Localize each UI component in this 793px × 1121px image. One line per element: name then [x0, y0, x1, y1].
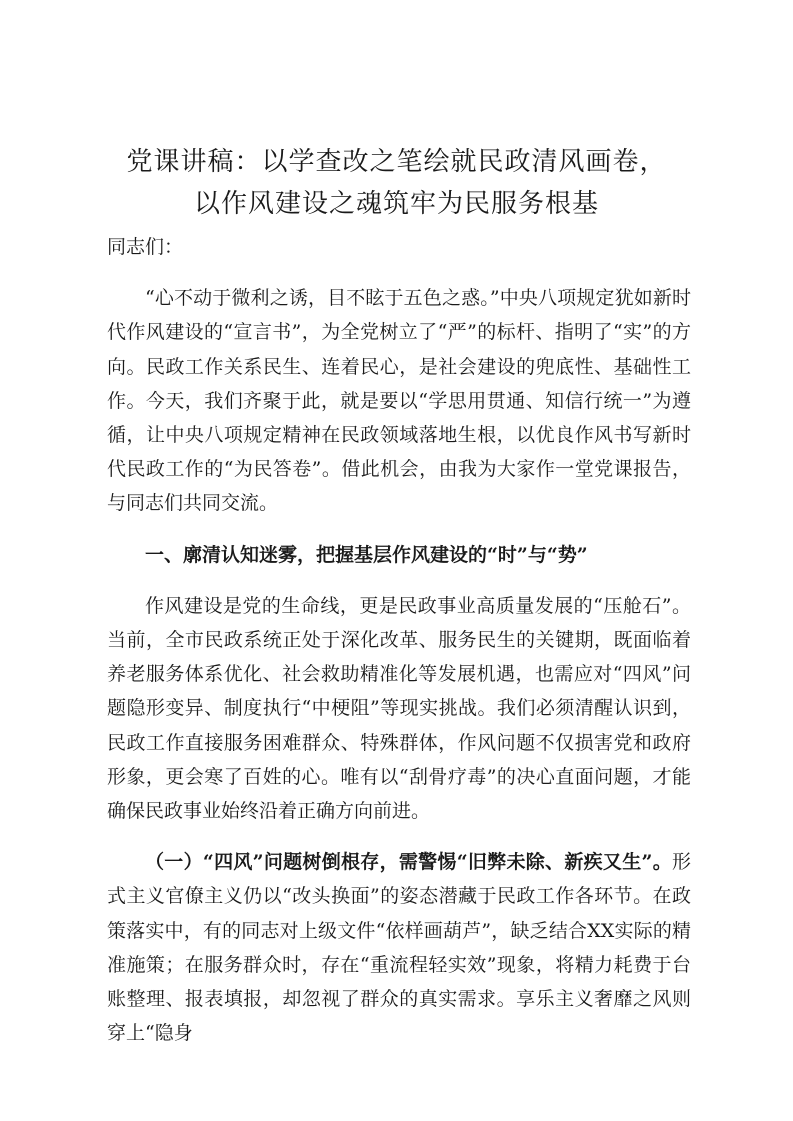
salutation: 同志们：	[107, 236, 184, 258]
subsection-heading-1: （一）“四风”问题树倒根存，需警惕“旧弊未除、新疾又生”。	[145, 851, 672, 874]
paragraph-subsection-1	[107, 845, 691, 1050]
title-line-2: 以作风建设之魂筑牢为民服务根基	[193, 189, 599, 219]
paragraph-intro: “心不动于微利之诱，目不眩于五色之惑。”中央八项规定犹如新时代作风建设的“宣言书”，为全党树立了“严”的标杆、指明了“实”的方向。民政工作关系民生、连着民心，是社会建设的兜底性、基础性工作。今天，我们齐聚于此，就是要以“学思用贯通、知信行统一”为遵循，让中央八项规定精神在民政领域落地生根，以优良作风书写新时代民政工作的“为民答卷”。借此机会，由我为大家作一堂党课报告，与同志们共同交流。	[107, 287, 691, 515]
subsection-text-1: 形式主义官僚主义仍以“改头换面”的姿态潜藏于民政工作各环节。在政策落实中，有的同志对上级文件“依样画葫芦”，缺乏结合XX实际的精准施策；在服务群众时，存在“重流程轻实效”现象，将精力耗费于台账整理、报表填报，却忽视了群众的真实需求。享乐主义奢靡之风则穿上“隐身	[107, 851, 691, 1045]
document-title	[90, 141, 703, 225]
section-heading-1: 一、廓清认知迷雾，把握基层作风建设的“时”与“势”	[145, 543, 588, 566]
title-line-1: 党课讲稿：以学查改之笔绘就民政清风画卷，	[126, 147, 667, 177]
document-body	[107, 230, 691, 1050]
paragraph-section-1: 作风建设是党的生命线，更是民政事业高质量发展的“压舱石”。当前，全市民政系统正处于深化改革、服务民生的关键期，既面临着养老服务体系优化、社会救助精准化等发展机遇，也需应对“四风”问题隐形变异、制度执行“中梗阻”等现实挑战。我们必须清醒认识到，民政工作直接服务困难群众、特殊群体，作风问题不仅损害党和政府形象，更会寒了百姓的心。唯有以“刮骨疗毒”的决心直面问题，才能确保民政事业始终沿着正确方向前进。	[107, 594, 691, 823]
